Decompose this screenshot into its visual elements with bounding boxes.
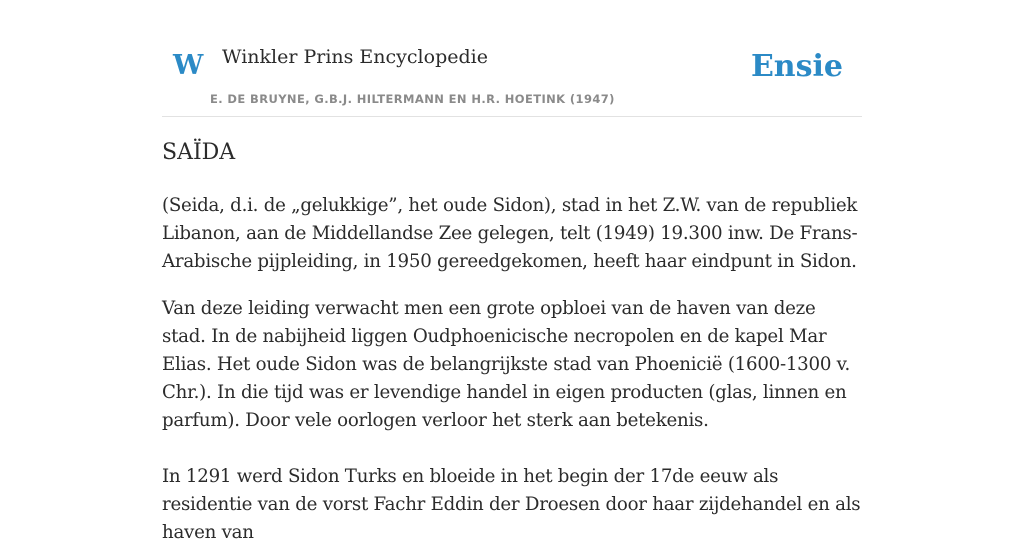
publication-title[interactable]: Winkler Prins Encyclopedie bbox=[222, 46, 488, 68]
site-header bbox=[162, 0, 862, 117]
article-paragraph: In 1291 werd Sidon Turks en bloeide in het begin der 17de eeuw als residentie van de vorst Fachr Eddin der Droesen door haar zijdehandel en als haven van bbox=[162, 466, 861, 543]
article-body bbox=[162, 192, 862, 547]
article-paragraph: (Seida, d.i. de „gelukkige”, het oude Sidon), stad in het Z.W. van de republiek Libanon, aan de Middellandse Zee gelegen, telt (1949) 19.300 inw. De Frans-Arabische pijpleiding, in 1950 gereedgekomen, heeft haar eindpunt in Sidon. bbox=[162, 195, 858, 272]
publication-logo[interactable]: W bbox=[173, 50, 204, 81]
article-paragraph: Van deze leiding verwacht men een grote opbloei van de haven van deze stad. In de nabijheid liggen Oudphoenicische necropolen en de kapel Mar Elias. Het oude Sidon was de belangrijkste stad van Phoenicië (1600-1300 v. Chr.). In die tijd was er levendige handel in eigen producten (glas, linnen en parfum). Door vele oorlogen verloor het sterk aan betekenis. bbox=[162, 298, 851, 431]
ensie-brand-logo[interactable]: Ensie bbox=[750, 49, 843, 84]
publication-authors: E. DE BRUYNE, G.B.J. HILTERMANN EN H.R. HOETINK (1947) bbox=[210, 92, 615, 106]
entry-title: SAÏDA bbox=[162, 140, 236, 165]
